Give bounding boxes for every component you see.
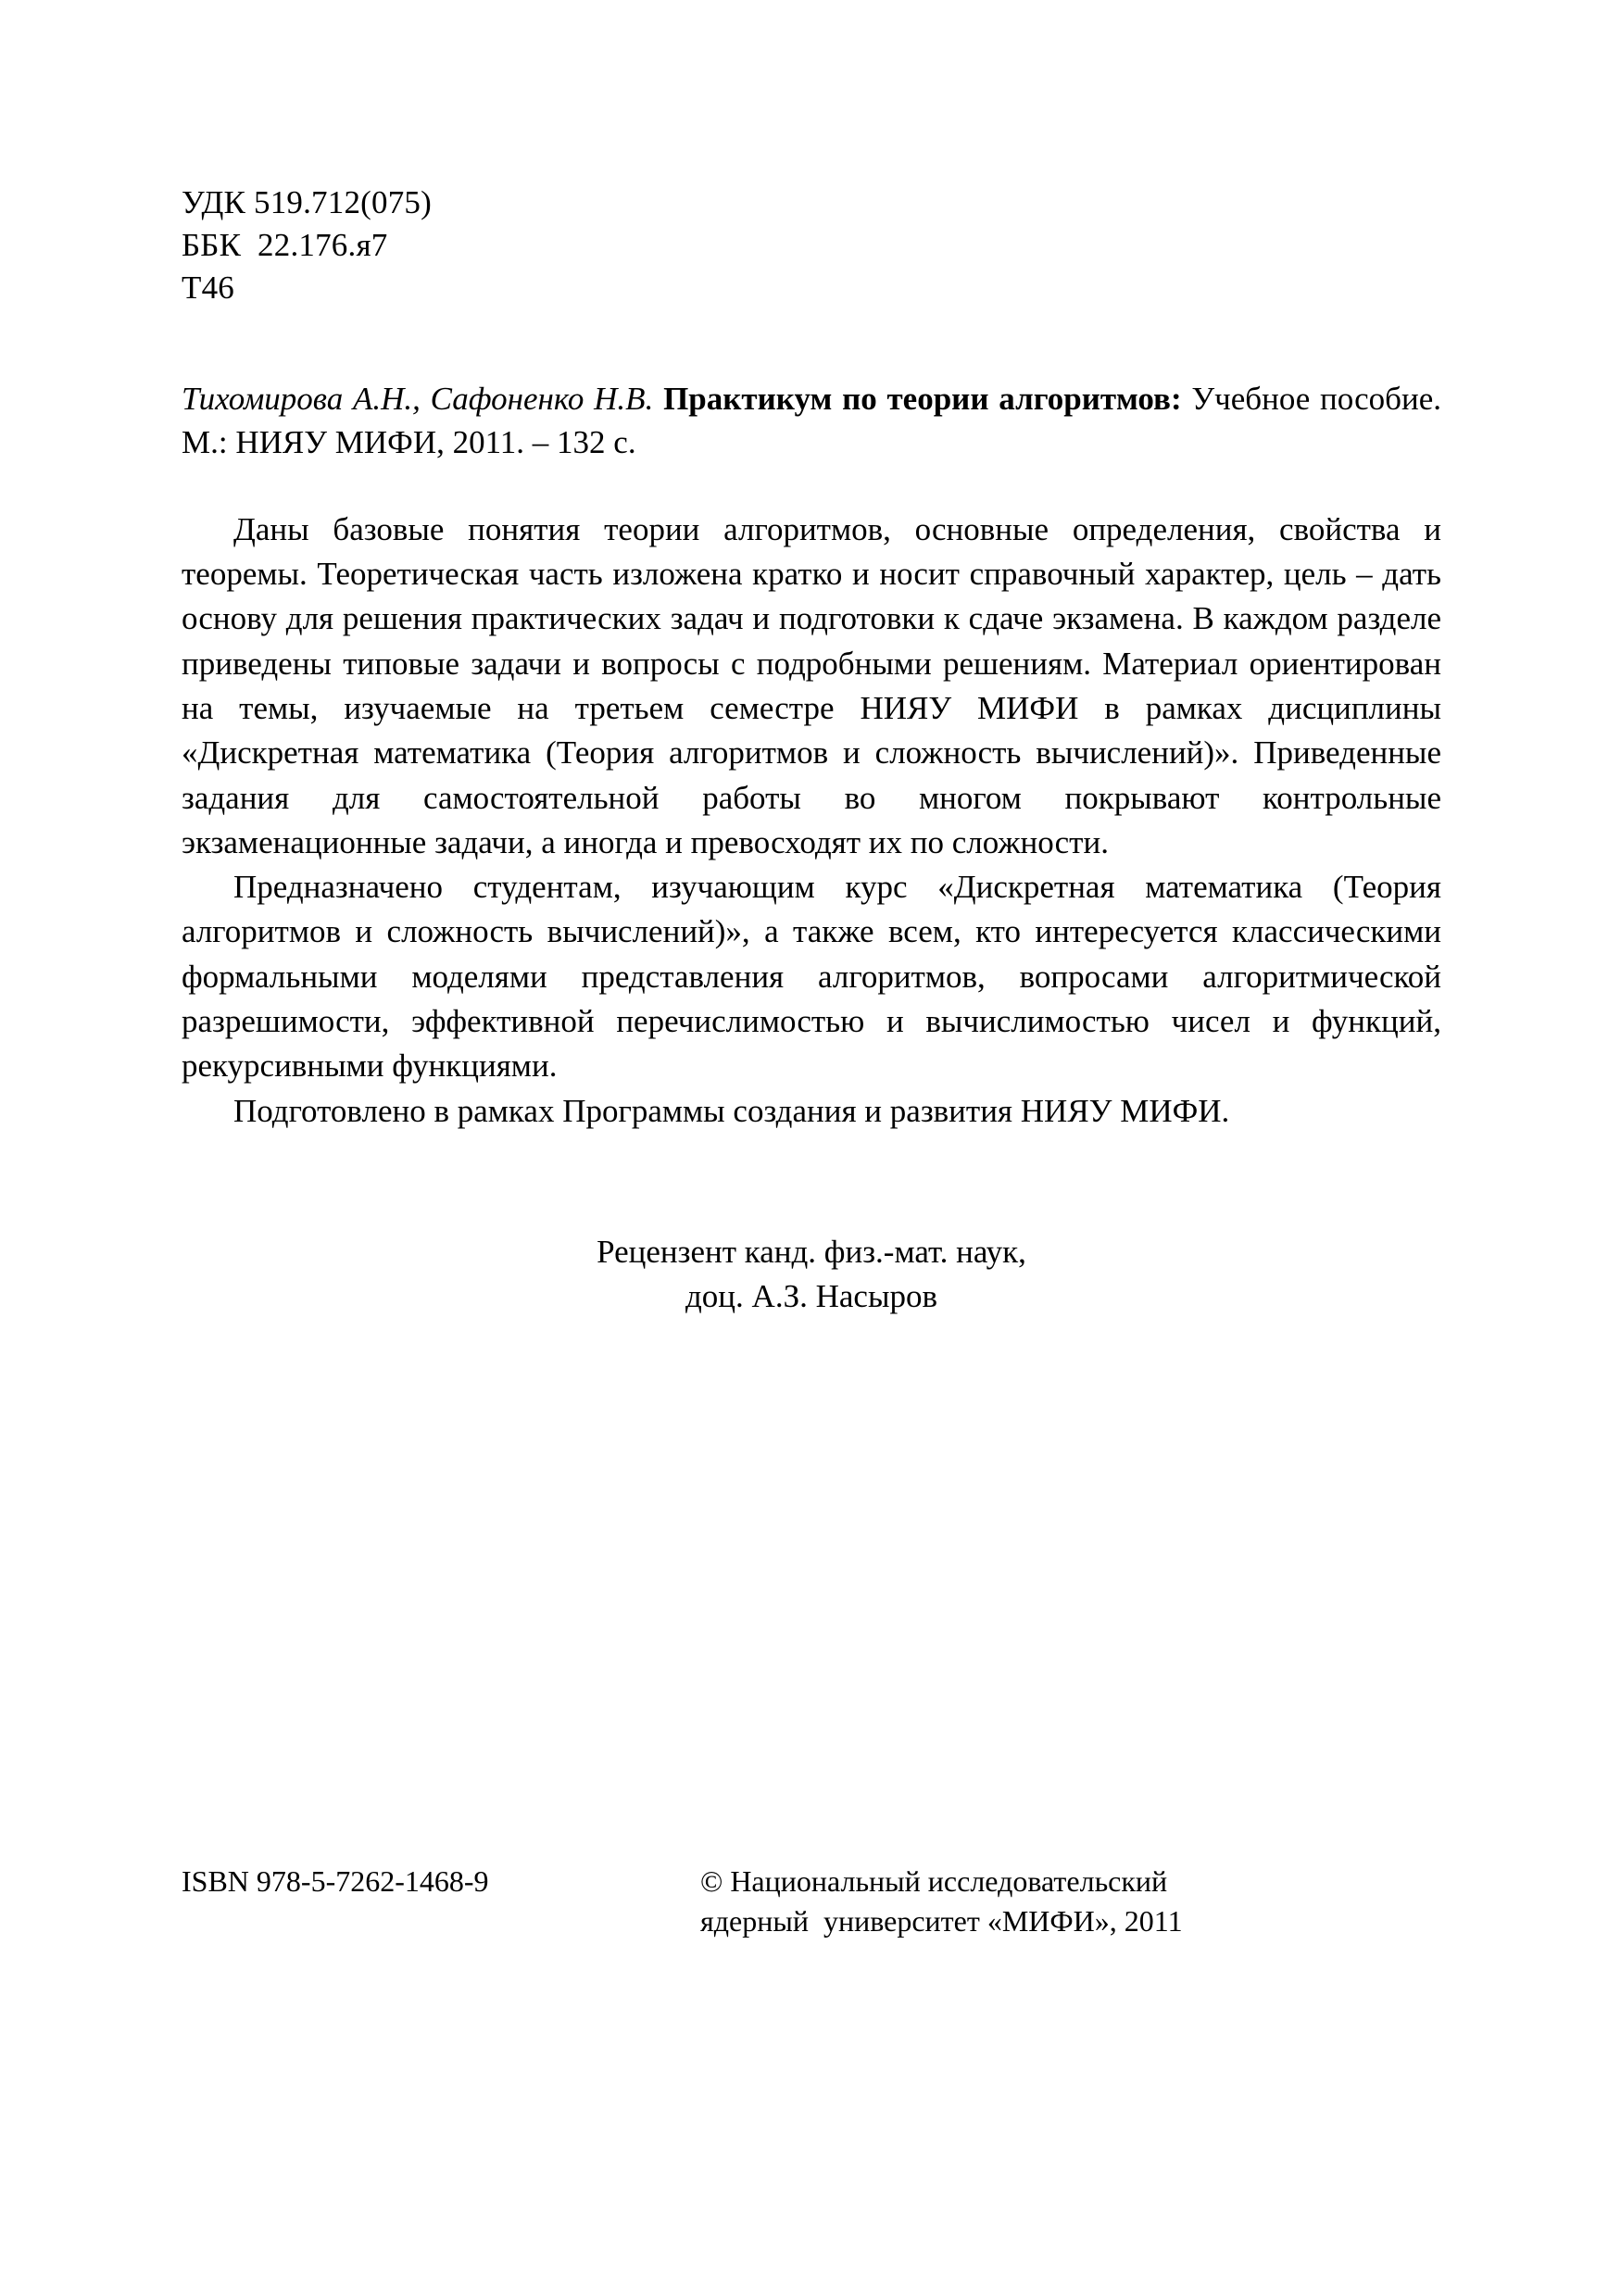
copyright-line-2: ядерный университет «МИФИ», 2011: [700, 1903, 1183, 1938]
copyright-line-1: [700, 1862, 1441, 1901]
page-footer: [182, 1862, 1441, 1941]
authors: Тихомирова А.Н., Сафоненко Н.В.: [182, 380, 654, 417]
bbk-code: ББК 22.176.я7: [182, 227, 388, 264]
annotation-paragraph: Предназначено студентам, изучающим курс «Дискретная математика (Теория алгоритмов и сложность вычислений)», а также всем, кто интересуется классическими формальными моделями представления алгоритмов, вопросами алгоритмической разрешимости, эффективной перечислимостью и вычислимостью чисел и функций, рекурсивными функциями.: [182, 869, 1441, 1085]
isbn: ISBN 978-5-7262-1468-9: [182, 1864, 489, 1898]
annotation-paragraph: Подготовлено в рамках Программы создания и развития НИЯУ МИФИ.: [233, 1092, 1230, 1129]
classification-codes: [182, 182, 1441, 310]
copyright-holder-part-1: Национальный исследовательский: [723, 1864, 1168, 1898]
copyright-block: [700, 1862, 1441, 1941]
page-content: [182, 182, 1441, 1320]
annotation-paragraph: Даны базовые понятия теории алгоритмов, основные определения, свойства и теоремы. Теоретическая часть изложена кратко и носит справочный характер, цель – дать основу для решения практических задач и подготовки к сдаче экзамена. В каждом разделе приведены типовые задачи и вопросы с подробными решениям. Материал ориентирован на темы, изучаемые на третьем семестре НИЯУ МИФИ в рамках дисциплины «Дискретная математика (Теория алгоритмов и сложность вычислений)». Приведенные задания для самостоятельной работы во многом покрывают контрольные экзаменационные задачи, а иногда и превосходят их по сложности.: [182, 510, 1441, 860]
copyright-icon: ©: [700, 1864, 723, 1898]
book-title: Практикум по теории алгоритмов:: [653, 380, 1182, 417]
annotation: [182, 508, 1441, 1134]
reviewer-line-2: доц. А.З. Насыров: [685, 1278, 937, 1315]
bibliographic-record: [182, 377, 1441, 465]
reviewer-block: [182, 1230, 1441, 1320]
reviewer-line-1: Рецензент канд. физ.-мат. наук,: [597, 1233, 1026, 1270]
footer-row: [182, 1862, 1441, 1941]
author-mark-code: Т46: [182, 270, 234, 307]
publication-details: Учебное пособие. М.: НИЯУ МИФИ, 2011. – 132 с.: [182, 380, 1441, 461]
udk-code: УДК 519.712(075): [182, 184, 432, 220]
